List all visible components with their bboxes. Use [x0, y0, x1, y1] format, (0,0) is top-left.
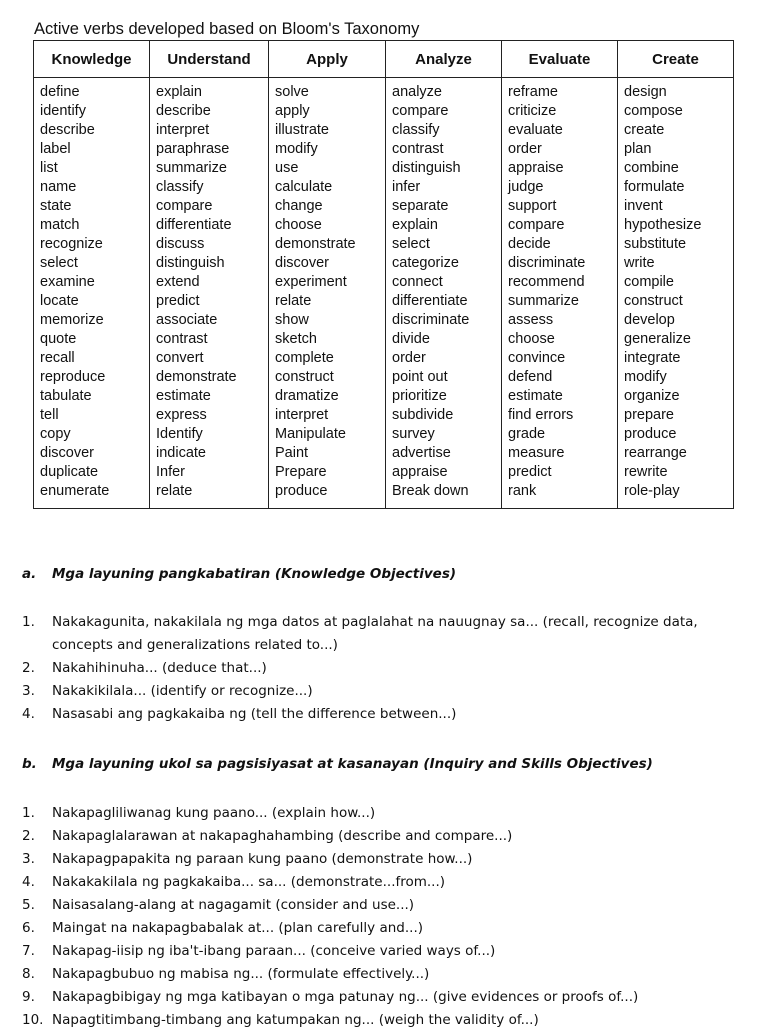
verb-item: appraise: [392, 464, 448, 480]
objective-text: Maingat na nakapagbabalak at... (plan carefully and...): [52, 920, 424, 936]
verb-item: criticize: [508, 103, 557, 119]
objective-item: [22, 611, 752, 657]
verb-item: categorize: [392, 255, 459, 271]
verb-item: use: [275, 160, 299, 176]
verb-item: relate: [156, 483, 193, 499]
verb-item: point out: [392, 369, 448, 385]
verb-item: define: [40, 84, 80, 100]
verb-item: select: [392, 236, 430, 252]
verb-item: assess: [508, 312, 554, 328]
verb-item: survey: [392, 426, 435, 442]
verb-item: formulate: [624, 179, 685, 195]
verb-column-knowledge: [34, 78, 150, 509]
verb-item: develop: [624, 312, 675, 328]
column-header-analyze: Analyze: [386, 41, 502, 78]
verb-item: separate: [392, 198, 449, 214]
verb-item: measure: [508, 445, 565, 461]
verb-item: generalize: [624, 331, 691, 347]
table-body-row: [34, 78, 734, 509]
column-header-knowledge: Knowledge: [34, 41, 150, 78]
verb-item: grade: [508, 426, 546, 442]
verb-item: choose: [508, 331, 555, 347]
objective-text: Nakakagunita, nakakilala ng mga datos at paglalahat na nauugnay sa... (recall, recognize data, concepts and generalizations related to...): [52, 614, 698, 653]
objective-text: Nakakikilala... (identify or recognize...): [52, 683, 313, 699]
verb-item: distinguish: [156, 255, 225, 271]
verb-item: decide: [508, 236, 551, 252]
verb-item: calculate: [275, 179, 333, 195]
verb-item: recommend: [508, 274, 585, 290]
verb-item: locate: [40, 293, 79, 309]
inquiry-skills-objectives-list: [22, 802, 752, 1032]
verb-item: state: [40, 198, 72, 214]
verb-item: hypothesize: [624, 217, 702, 233]
verb-item: reframe: [508, 84, 558, 100]
verb-item: estimate: [156, 388, 211, 404]
verb-item: support: [508, 198, 557, 214]
verb-item: reproduce: [40, 369, 106, 385]
verb-item: plan: [624, 141, 652, 157]
verb-item: demonstrate: [156, 369, 237, 385]
objective-item: [22, 871, 752, 894]
verb-column-evaluate: [502, 78, 618, 509]
column-header-understand: Understand: [150, 41, 269, 78]
verb-item: classify: [392, 122, 440, 138]
objective-number: 1.: [22, 614, 35, 630]
objective-item: [22, 680, 752, 703]
section-b-letter: b.: [22, 756, 37, 772]
verb-item: select: [40, 255, 78, 271]
objective-number: 4.: [22, 874, 35, 890]
verb-item: show: [275, 312, 309, 328]
verb-item: discriminate: [392, 312, 470, 328]
objective-number: 1.: [22, 805, 35, 821]
objective-text: Nakapag-iisip ng iba't-ibang paraan... (conceive varied ways of...): [52, 943, 496, 959]
verb-item: describe: [156, 103, 211, 119]
objective-number: 3.: [22, 683, 35, 699]
objective-number: 8.: [22, 966, 35, 982]
verb-item: order: [508, 141, 542, 157]
objective-number: 6.: [22, 920, 35, 936]
verb-item: memorize: [40, 312, 104, 328]
section-a-heading: [22, 566, 456, 582]
objective-text: Nakapagbubuo ng mabisa ng... (formulate effectively...): [52, 966, 430, 982]
verb-item: extend: [156, 274, 200, 290]
section-b-heading: [22, 756, 653, 772]
objective-item: [22, 825, 752, 848]
verb-item: compose: [624, 103, 683, 119]
verb-item: discover: [40, 445, 94, 461]
objective-text: Nakapagbibigay ng mga katibayan o mga patunay ng... (give evidences or proofs of...): [52, 989, 639, 1005]
verb-item: tell: [40, 407, 59, 423]
table-title: Active verbs developed based on Bloom's Taxonomy: [34, 20, 420, 38]
verb-item: classify: [156, 179, 204, 195]
objective-text: Nakapagpapakita ng paraan kung paano (demonstrate how...): [52, 851, 473, 867]
objective-item: [22, 963, 752, 986]
objective-item: [22, 917, 752, 940]
verb-column-create: [618, 78, 734, 509]
objective-text: Nakapagliliwanag kung paano... (explain how...): [52, 805, 376, 821]
verb-item: integrate: [624, 350, 681, 366]
verb-item: dramatize: [275, 388, 339, 404]
objective-number: 7.: [22, 943, 35, 959]
verb-item: appraise: [508, 160, 564, 176]
verb-item: find errors: [508, 407, 574, 423]
verb-item: enumerate: [40, 483, 110, 499]
verb-item: paraphrase: [156, 141, 230, 157]
verb-item: convince: [508, 350, 566, 366]
verb-item: discriminate: [508, 255, 586, 271]
verb-item: Infer: [156, 464, 186, 480]
verb-item: predict: [508, 464, 552, 480]
verb-item: Break down: [392, 483, 469, 499]
verb-item: label: [40, 141, 71, 157]
verb-item: contrast: [156, 331, 208, 347]
verb-item: role-play: [624, 483, 680, 499]
verb-item: associate: [156, 312, 218, 328]
verb-item: order: [392, 350, 426, 366]
verb-item: Paint: [275, 445, 309, 461]
knowledge-objectives-list: [22, 611, 752, 726]
verb-item: demonstrate: [275, 236, 356, 252]
verb-item: substitute: [624, 236, 687, 252]
objective-text: Napagtitimbang-timbang ang katumpakan ng... (weigh the validity of...): [52, 1012, 539, 1028]
verb-item: list: [40, 160, 58, 176]
verb-item: express: [156, 407, 207, 423]
objective-number: 3.: [22, 851, 35, 867]
section-b-title: Mga layuning ukol sa pagsisiyasat at kasanayan (Inquiry and Skills Objectives): [52, 756, 653, 772]
verb-item: summarize: [156, 160, 227, 176]
verb-item: defend: [508, 369, 553, 385]
verb-item: tabulate: [40, 388, 92, 404]
verb-item: evaluate: [508, 122, 563, 138]
verb-column-analyze: [386, 78, 502, 509]
objective-item: [22, 802, 752, 825]
verb-column-understand: [150, 78, 269, 509]
verb-item: construct: [624, 293, 683, 309]
section-a-title: Mga layuning pangkabatiran (Knowledge Objectives): [52, 566, 457, 582]
verb-item: rewrite: [624, 464, 668, 480]
verb-item: differentiate: [392, 293, 468, 309]
verb-item: subdivide: [392, 407, 454, 423]
objective-number: 5.: [22, 897, 35, 913]
verb-item: apply: [275, 103, 310, 119]
verb-item: quote: [40, 331, 77, 347]
objective-text: Naisasalang-alang at nagagamit (consider and use...): [52, 897, 415, 913]
verb-item: recall: [40, 350, 75, 366]
verb-item: complete: [275, 350, 334, 366]
verb-item: prepare: [624, 407, 674, 423]
verb-item: discover: [275, 255, 329, 271]
verb-item: combine: [624, 160, 679, 176]
verb-item: copy: [40, 426, 71, 442]
verb-item: connect: [392, 274, 443, 290]
verb-item: experiment: [275, 274, 347, 290]
verb-item: write: [624, 255, 655, 271]
objective-number: 9.: [22, 989, 35, 1005]
verb-item: organize: [624, 388, 680, 404]
column-header-apply: Apply: [269, 41, 386, 78]
verb-item: solve: [275, 84, 309, 100]
verb-item: summarize: [508, 293, 579, 309]
column-header-create: Create: [618, 41, 734, 78]
objective-text: Nakahihinuha... (deduce that...): [52, 660, 267, 676]
verb-item: differentiate: [156, 217, 232, 233]
objective-item: [22, 1009, 752, 1032]
verb-item: produce: [624, 426, 677, 442]
verb-item: relate: [275, 293, 312, 309]
verb-item: illustrate: [275, 122, 329, 138]
verb-item: divide: [392, 331, 430, 347]
objective-item: [22, 986, 752, 1009]
verb-item: estimate: [508, 388, 563, 404]
verb-item: infer: [392, 179, 421, 195]
objective-number: 4.: [22, 706, 35, 722]
verb-item: match: [40, 217, 80, 233]
objective-number: 2.: [22, 660, 35, 676]
section-a-letter: a.: [22, 566, 37, 582]
verb-item: sketch: [275, 331, 317, 347]
verb-item: compare: [156, 198, 213, 214]
verb-item: judge: [508, 179, 544, 195]
verb-item: predict: [156, 293, 200, 309]
blooms-verbs-table: [33, 40, 734, 509]
verb-item: rearrange: [624, 445, 687, 461]
verb-item: create: [624, 122, 665, 138]
verb-item: discuss: [156, 236, 205, 252]
objective-text: Nakakakilala ng pagkakaiba... sa... (demonstrate...from...): [52, 874, 446, 890]
verb-item: construct: [275, 369, 334, 385]
verb-item: compile: [624, 274, 674, 290]
objective-item: [22, 848, 752, 871]
verb-item: Manipulate: [275, 426, 346, 442]
verb-item: convert: [156, 350, 204, 366]
objective-item: [22, 657, 752, 680]
verb-item: interpret: [275, 407, 329, 423]
verb-item: distinguish: [392, 160, 461, 176]
objective-text: Nasasabi ang pagkakaiba ng (tell the difference between...): [52, 706, 457, 722]
verb-item: Prepare: [275, 464, 327, 480]
verb-item: identify: [40, 103, 86, 119]
verb-column-apply: [269, 78, 386, 509]
table-header-row: [34, 41, 734, 78]
objective-number: 2.: [22, 828, 35, 844]
verb-item: Identify: [156, 426, 203, 442]
verb-item: advertise: [392, 445, 451, 461]
verb-item: prioritize: [392, 388, 447, 404]
objective-item: [22, 703, 752, 726]
verb-item: name: [40, 179, 77, 195]
objective-item: [22, 940, 752, 963]
verb-item: modify: [275, 141, 318, 157]
verb-item: contrast: [392, 141, 444, 157]
verb-item: compare: [392, 103, 449, 119]
verb-item: explain: [156, 84, 202, 100]
verb-item: produce: [275, 483, 328, 499]
verb-item: indicate: [156, 445, 206, 461]
verb-item: examine: [40, 274, 95, 290]
verb-item: duplicate: [40, 464, 99, 480]
verb-item: change: [275, 198, 323, 214]
verb-item: choose: [275, 217, 322, 233]
verb-item: modify: [624, 369, 667, 385]
objective-number: 10.: [22, 1012, 44, 1028]
verb-item: design: [624, 84, 667, 100]
verb-item: invent: [624, 198, 663, 214]
verb-item: rank: [508, 483, 537, 499]
objective-text: Nakapaglalarawan at nakapaghahambing (describe and compare...): [52, 828, 513, 844]
verb-item: interpret: [156, 122, 210, 138]
verb-item: describe: [40, 122, 95, 138]
verb-item: explain: [392, 217, 438, 233]
verb-item: analyze: [392, 84, 442, 100]
verb-item: recognize: [40, 236, 103, 252]
objective-item: [22, 894, 752, 917]
column-header-evaluate: Evaluate: [502, 41, 618, 78]
verb-item: compare: [508, 217, 565, 233]
